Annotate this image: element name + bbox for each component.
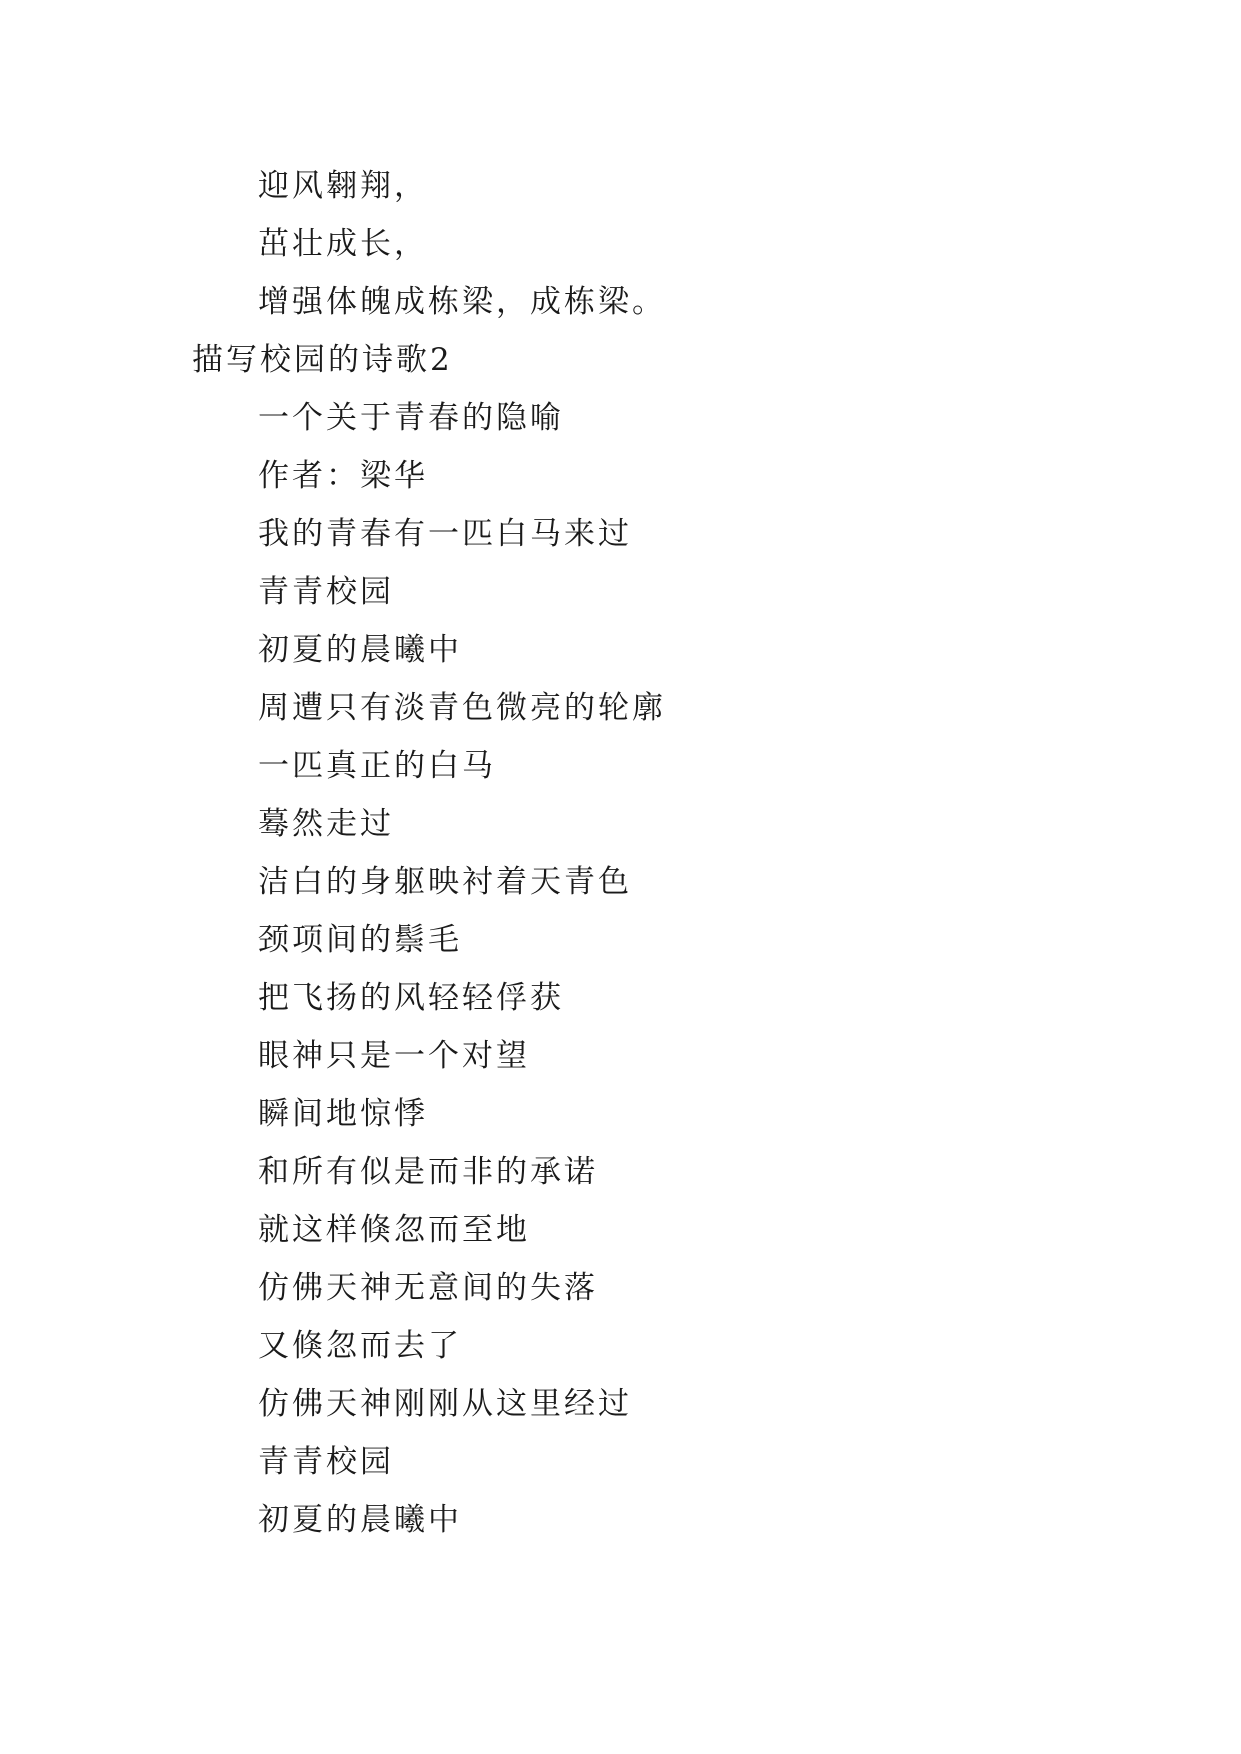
poem-line: 周遭只有淡青色微亮的轮廓 [258,690,666,726]
poem-line: 洁白的身躯映衬着天青色 [258,864,632,900]
poem-line: 初夏的晨曦中 [258,1502,462,1538]
poem-line: 一匹真正的白马 [258,748,496,784]
poem-line: 颈项间的鬃毛 [258,922,462,958]
author-line: 作者：梁华 [258,458,428,494]
poem-line: 仿佛天神无意间的失落 [258,1270,598,1306]
poem-title: 一个关于青春的隐喻 [258,400,564,436]
poem-line: 蓦然走过 [258,806,394,842]
poem-line: 瞬间地惊悸 [258,1096,428,1132]
opening-line-1: 迎风翱翔， [258,168,428,204]
poem-line: 初夏的晨曦中 [258,632,462,668]
section-title: 描写校园的诗歌2 [192,342,453,378]
opening-line-2: 茁壮成长， [258,226,428,262]
poem-line: 仿佛天神刚刚从这里经过 [258,1386,632,1422]
poem-line: 眼神只是一个对望 [258,1038,530,1074]
opening-line-3: 增强体魄成栋梁，成栋梁。 [258,284,666,320]
poem-line: 青青校园 [258,574,394,610]
poem-line: 青青校园 [258,1444,394,1480]
poem-line: 我的青春有一匹白马来过 [258,516,632,552]
poem-line: 又倏忽而去了 [258,1328,462,1364]
poem-line: 把飞扬的风轻轻俘获 [258,980,564,1016]
poem-line: 和所有似是而非的承诺 [258,1154,598,1190]
poem-line: 就这样倏忽而至地 [258,1212,530,1248]
